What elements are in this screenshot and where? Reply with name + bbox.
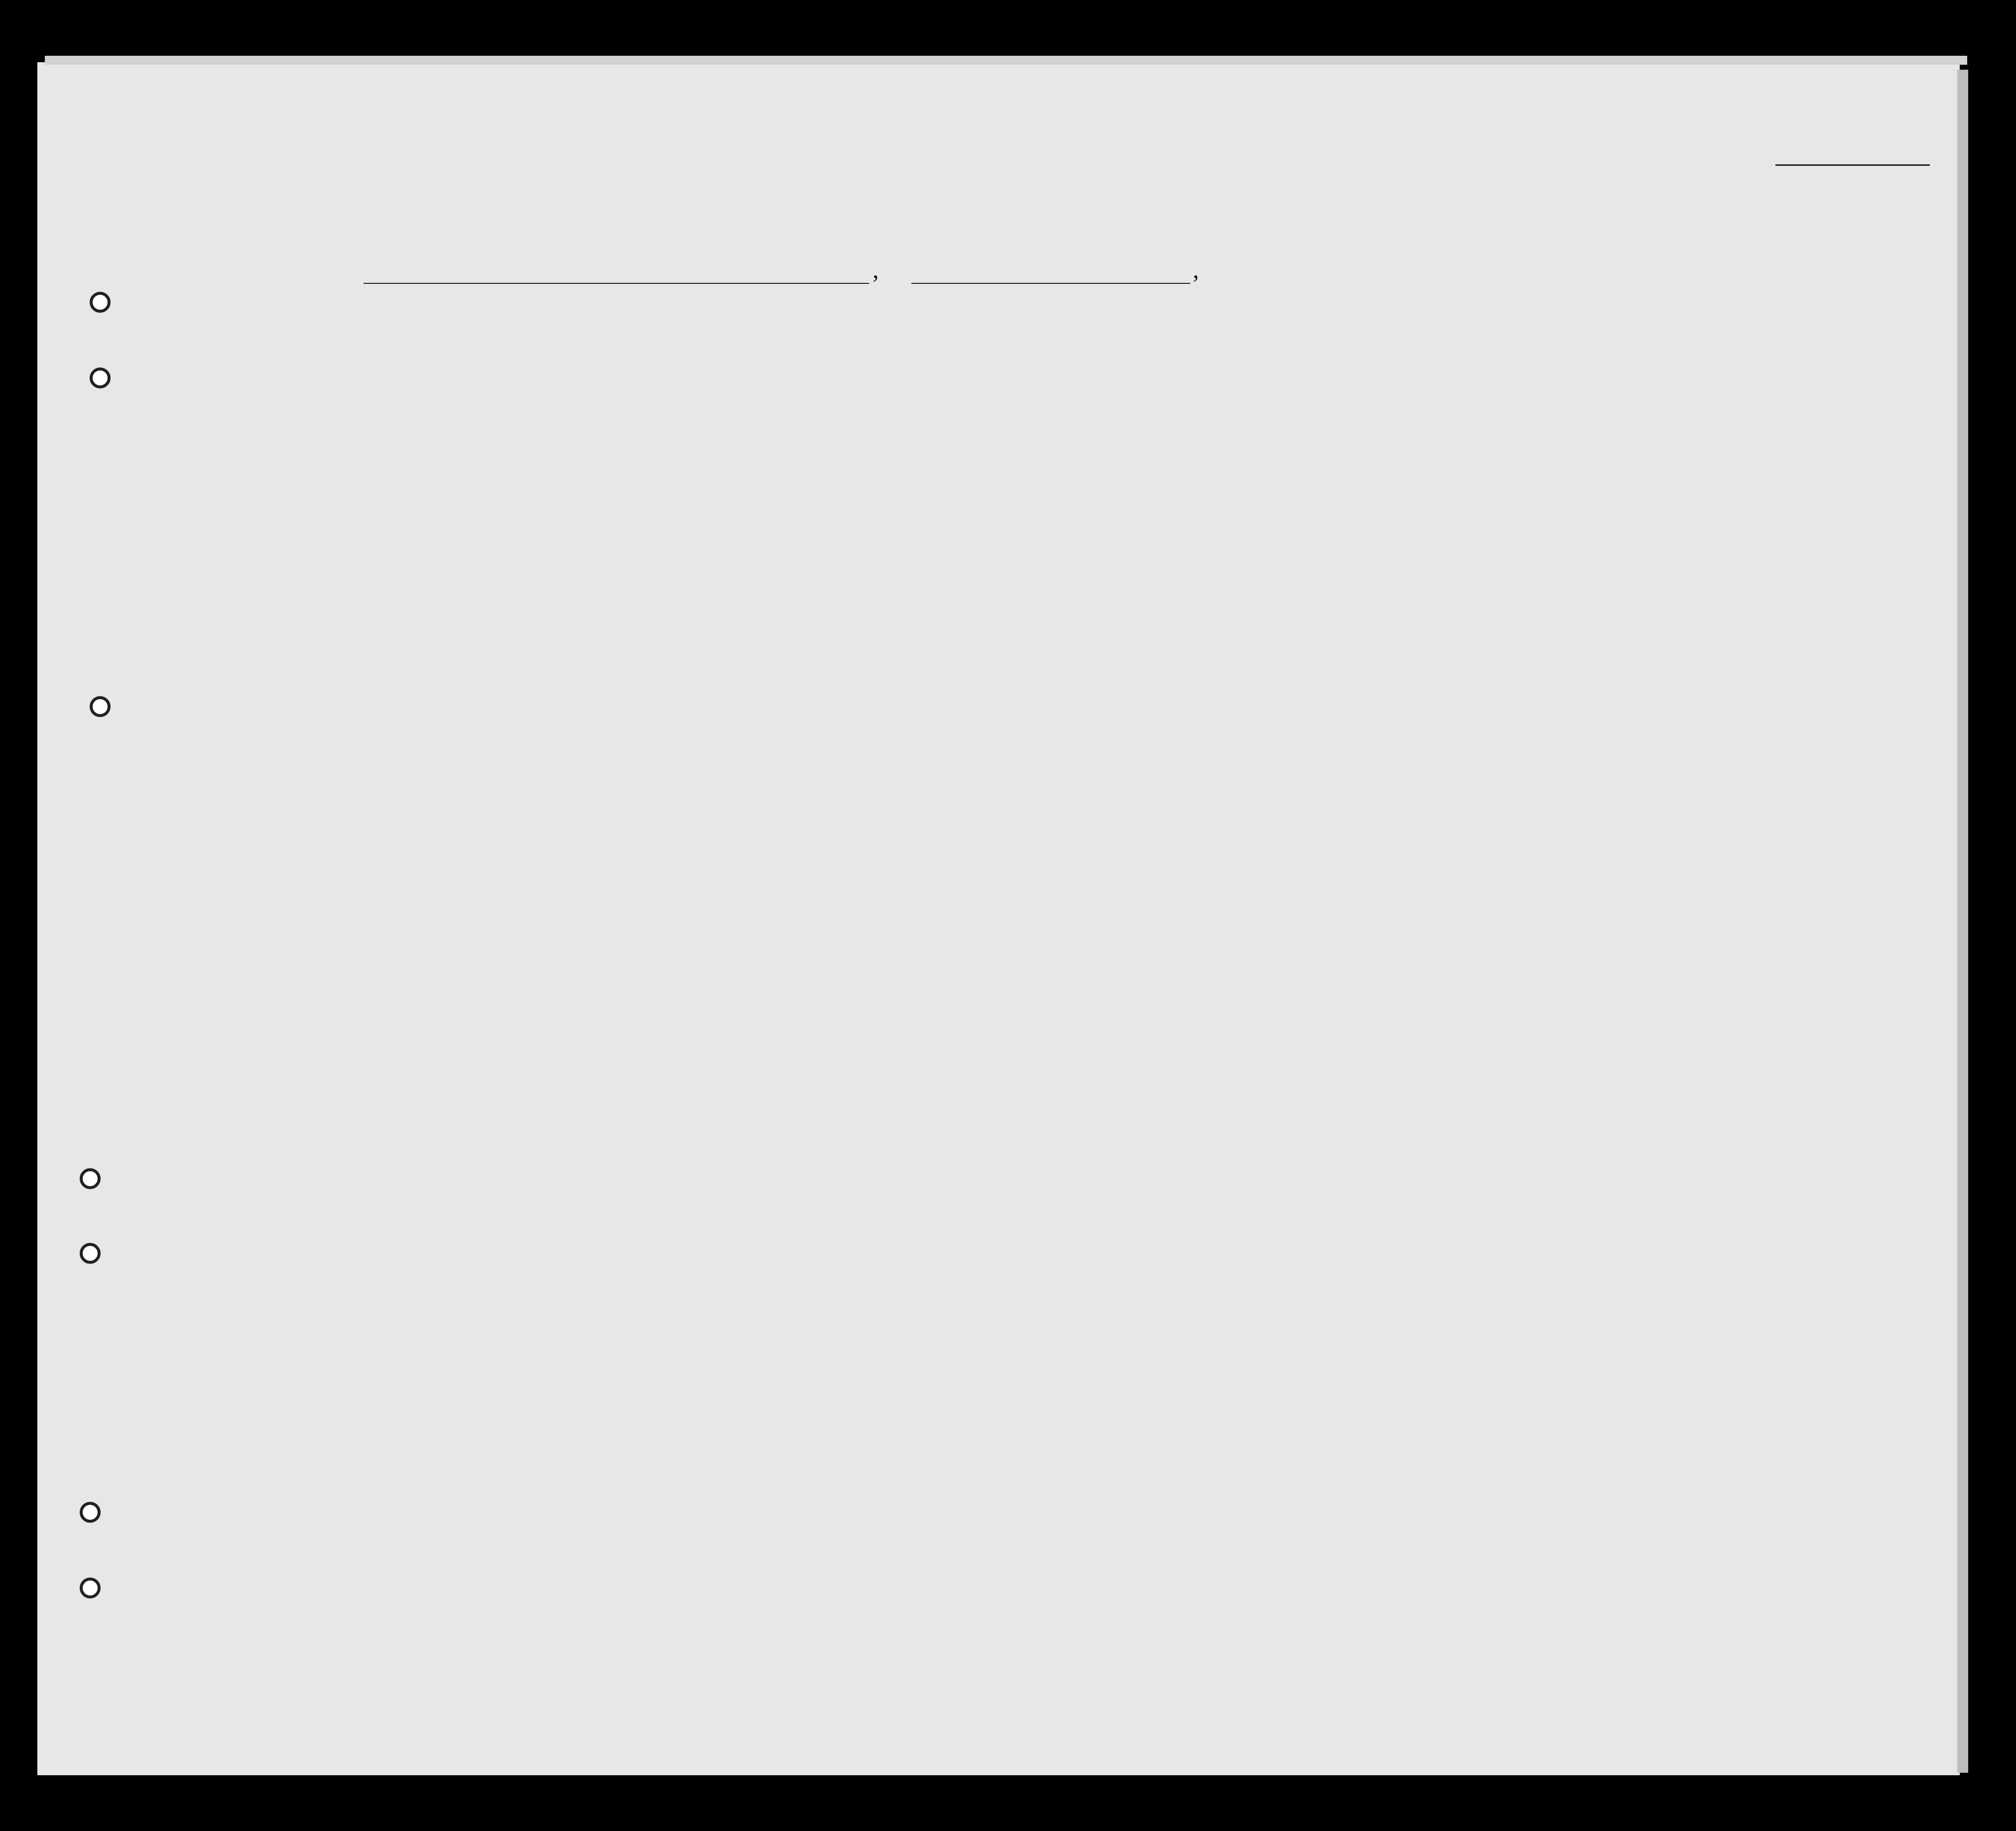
punch-hole xyxy=(90,292,111,313)
punch-hole xyxy=(80,1168,101,1189)
punch-hole xyxy=(80,1502,101,1523)
punch-hole xyxy=(90,367,111,388)
comma: , xyxy=(1193,255,1199,283)
punch-hole xyxy=(90,696,111,717)
manifest-sheet xyxy=(37,62,1960,1775)
sheet-edge xyxy=(1957,70,1968,1773)
port-line xyxy=(364,283,869,284)
date-line xyxy=(911,283,1190,284)
punch-hole xyxy=(80,1243,101,1264)
sheet-edge xyxy=(45,56,1967,65)
punch-hole xyxy=(80,1578,101,1598)
list-underline xyxy=(1775,164,1930,166)
comma: , xyxy=(873,255,879,283)
